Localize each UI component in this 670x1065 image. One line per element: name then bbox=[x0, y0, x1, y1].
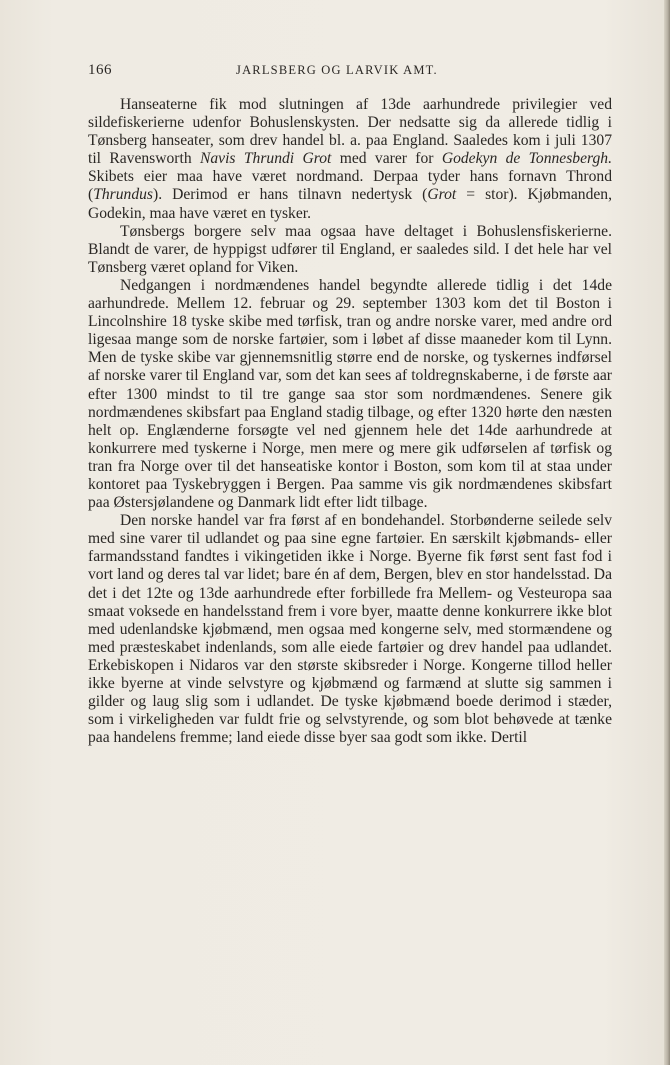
italic-text: Navis Thrundi Grot bbox=[199, 150, 332, 168]
page-header bbox=[88, 62, 608, 82]
italic-text: Grot bbox=[427, 186, 457, 204]
paragraph bbox=[88, 277, 612, 512]
paragraph bbox=[88, 96, 612, 223]
text-run: Nedgangen i nordmændenes handel begyndte allerede tidlig i det 14de aarhundrede. Mellem 12. februar og 29. september 1303 kom det til Boston i Lincolnshire 18 tyske skibe med tørfisk, tran og andre norske varer, med andre ord ligesaa mange som de norske fartøier, som i løbet af disse maaneder kom til Lynn. Men de tyske skibe var gjennemsnitlig større end de norske, og tyskernes indførsel af norske varer til England var, som det kan sees af toldregnskaberne, i de første aar efter 1300 mindst to til tre gange saa stor som nordmændenes. Senere gik nordmændenes skibsfart paa England stadig tilbage, og efter 1320 hørte den næsten helt op. Englænderne forsøgte vel ned gjennem hele det 14de aarhundrede at konkurrere med tyskerne i Norge, men mere og mere gik udførselen af tørfisk og tran fra Norge over til det hanseatiske kontor i Boston, som kom til at staa under kontoret paa Tyskebryggen i Bergen. Paa samme vis gik nordmændenes skibsfart paa Østersjølandene og Danmark lidt efter lidt tilbage. bbox=[88, 276, 612, 512]
italic-text: Godekyn de Tonnesbergh. bbox=[441, 150, 612, 168]
text-run: Tønsbergs borgere selv maa ogsaa have deltaget i Bohuslensfiskerierne. Blandt de varer, de hyppigst udfører til England, er saaledes sild. I det hele har vel Tønsberg været opland for Viken. bbox=[88, 222, 612, 276]
text-run: med varer for bbox=[331, 150, 442, 168]
page-number: 166 bbox=[88, 62, 112, 78]
page-edge bbox=[664, 0, 670, 1065]
text-run: Den norske handel var fra først af en bondehandel. Storbønderne seilede selv med sine varer til udlandet og paa sine egne fartøier. En særskilt kjøbmands- eller farmandsstand fandtes i vikingetiden ikke i Norge. Byerne fik først sent fast fod i vort land og deres tal var lidet; bare én af dem, Bergen, blev en stor handelsstad. Da det i det 12te og 13de aarhundrede efter forbillede fra Mellem- og Vesteuropa saa smaat voksede en handelsstand frem i vore byer, maatte denne konkurrere ikke blot med udenlandske kjøbmænd, men ogsaa med kongerne selv, med stormændene og med præsteskabet indenlands, som alle eiede fartøier og drev handel paa udlandet. Erkebiskopen i Nidaros var den største skibsreder i Norge. Kongerne tillod heller ikke byerne at vinde selvstyre og kjøbmænd og farmænd at slutte sig sammen i gilder og laug slig som i udlandet. De tyske kjøbmænd boede derimod i stæder, som i virkeligheden var fuldt frie og selvstyrende, og som blot behøvede at tænke paa handelens fremme; land eiede disse byer saa godt som ikke. Dertil bbox=[88, 512, 612, 747]
text-run: Skibets eier maa have været nordmand. Derpaa tyder hans fornavn Thrond ( bbox=[88, 168, 612, 204]
running-head: JARLSBERG OG LARVIK AMT. bbox=[236, 63, 438, 77]
text-run: = stor). Kjøbmanden, Godekin, maa have været en tysker. bbox=[88, 186, 612, 222]
paragraph bbox=[88, 512, 612, 747]
text-run: Hanseaterne fik mod slutningen af 13de aarhundrede privilegier ved sildefiskerierne udenfor Bohuslenskysten. Der nedsatte sig da allerede tidlig i Tønsberg hanseater, som drev handel bl. a. paa England. Saaledes kom i juli 1307 til Ravensworth bbox=[88, 96, 612, 168]
italic-text: Thrundus bbox=[93, 186, 153, 204]
text-run: ). Derimod er hans tilnavn nedertysk ( bbox=[153, 186, 428, 204]
body-text bbox=[88, 96, 612, 747]
paragraph bbox=[88, 223, 612, 277]
